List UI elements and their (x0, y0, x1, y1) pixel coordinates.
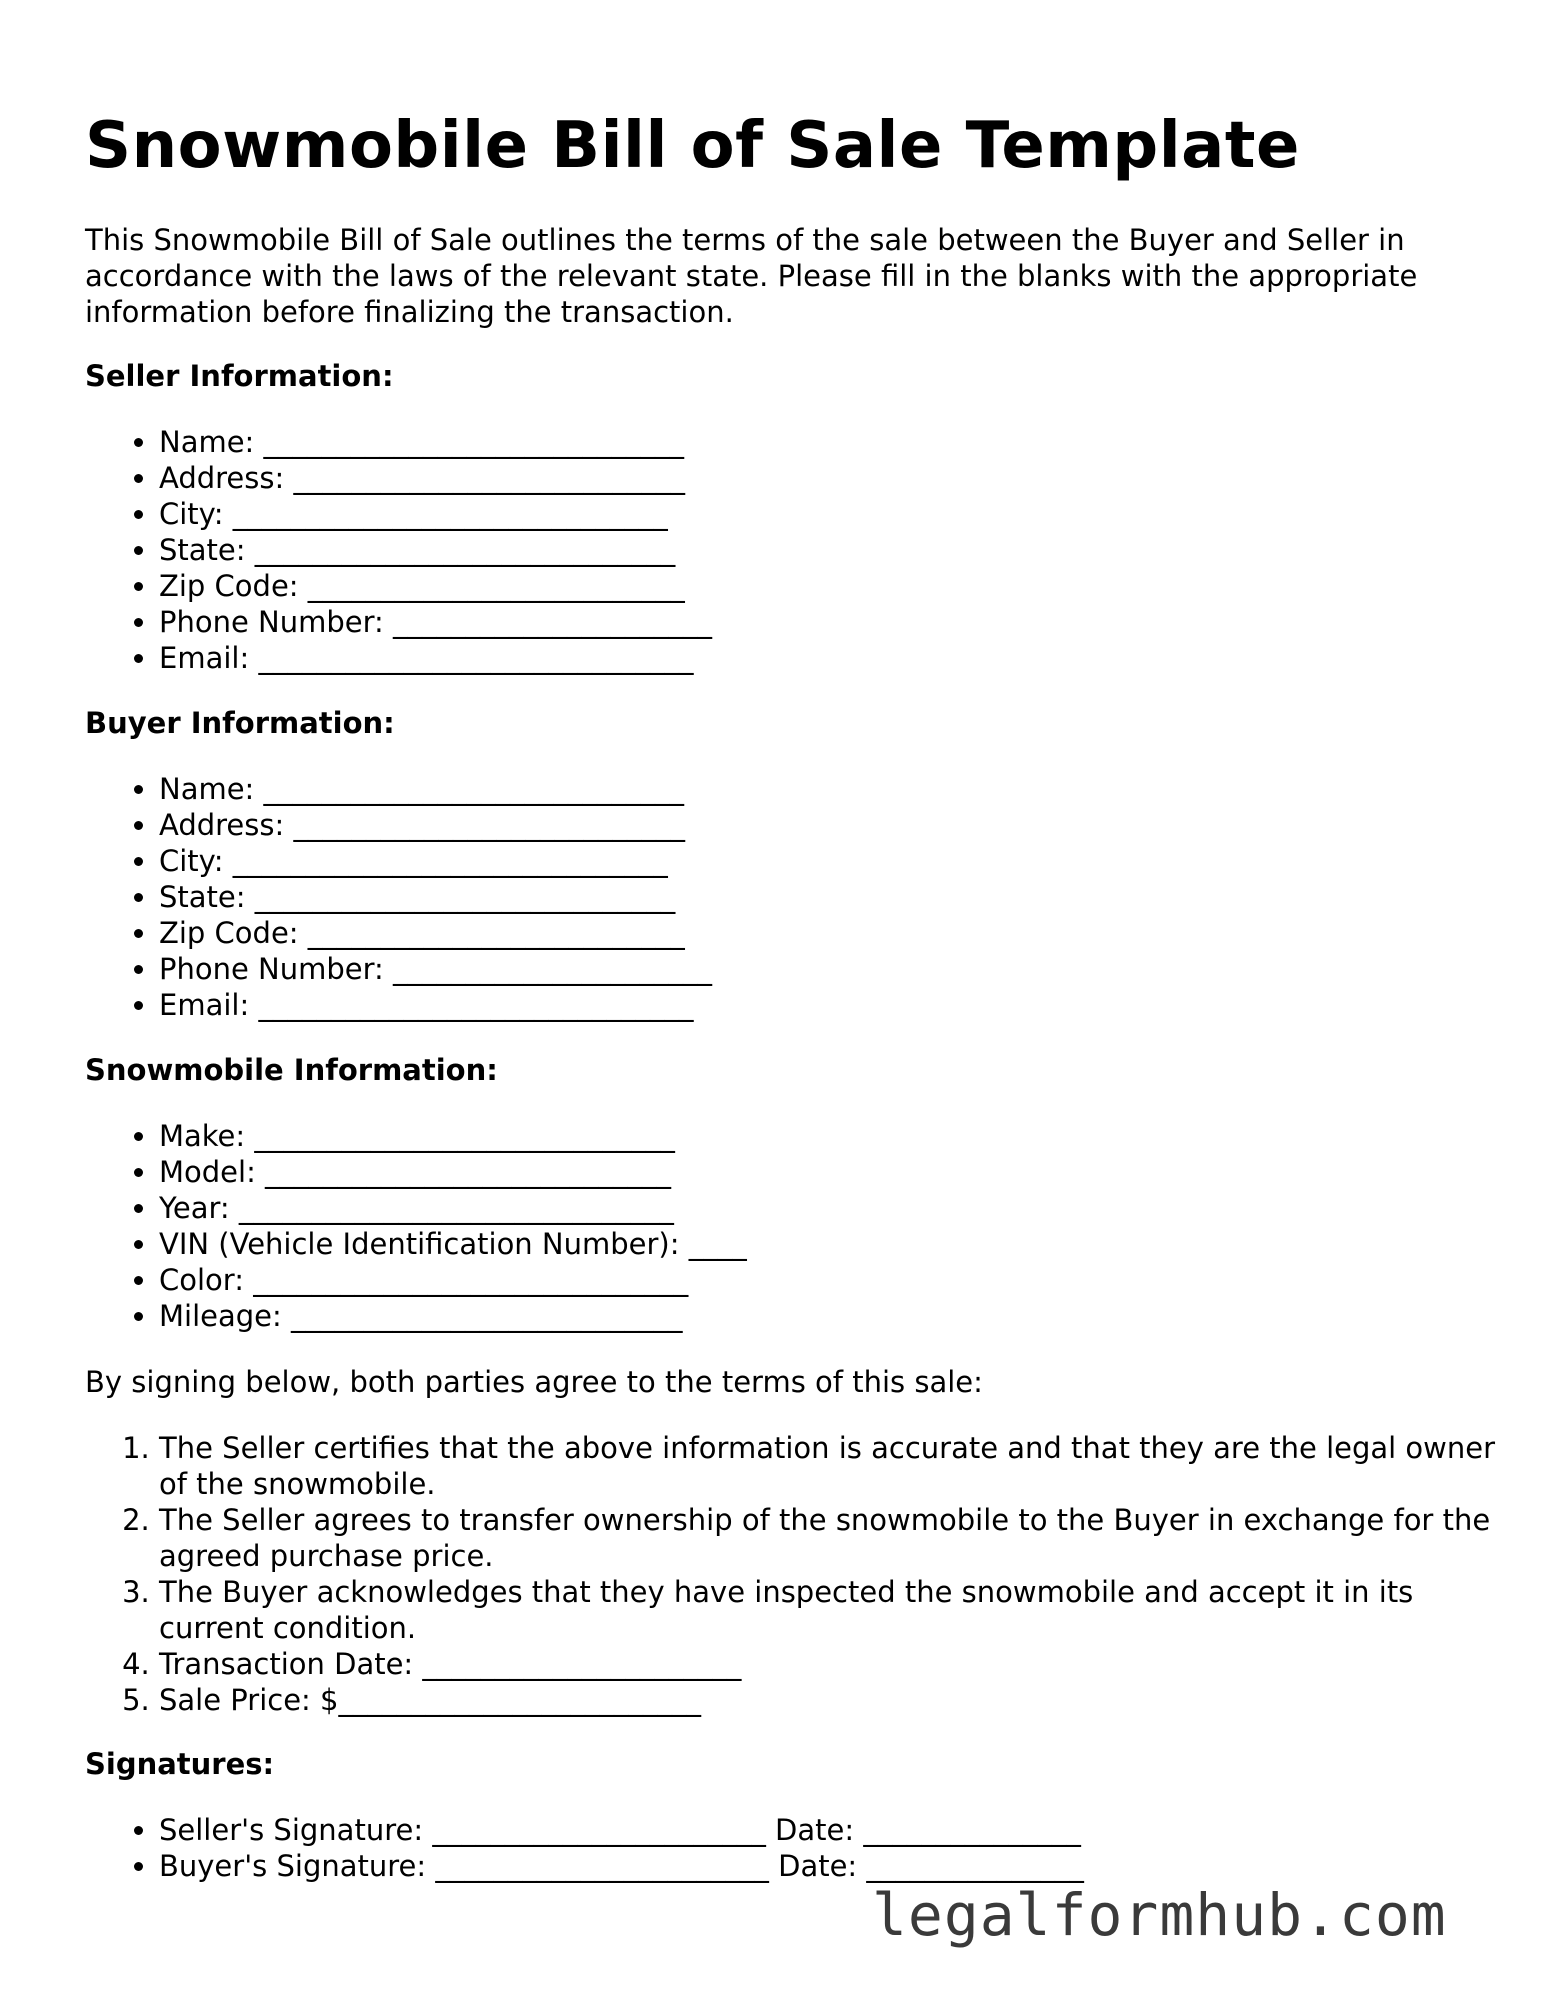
seller-fields-list (85, 424, 712, 676)
agreement-term-certify: 1. The Seller certifies that the above information is accurate and that they are the legal owner of the snowmobile. (159, 1430, 1519, 1502)
buyer-state-field: • State: _____________________________ (159, 879, 712, 915)
buyer-city-field: • City: ______________________________ (159, 843, 712, 879)
buyer-zip-field: • Zip Code: __________________________ (159, 915, 712, 951)
seller-name-field: • Name: _____________________________ (159, 424, 712, 460)
agreement-transaction-date: 4. Transaction Date: ______________________ (159, 1646, 1545, 1682)
buyer-fields-list (85, 771, 712, 1023)
signatures-list (85, 1812, 1084, 1884)
snowmobile-heading: Snowmobile Information: (85, 1053, 498, 1087)
agreement-intro: By signing below, both parties agree to the terms of this sale: (85, 1365, 983, 1399)
agreement-sale-price: 5. Sale Price: $_________________________ (159, 1682, 1545, 1718)
snowmobile-make-field: • Make: _____________________________ (159, 1118, 747, 1154)
buyer-name-field: • Name: _____________________________ (159, 771, 712, 807)
buyer-heading: Buyer Information: (85, 706, 395, 740)
agreement-term-inspection: 3. The Buyer acknowledges that they have inspected the snowmobile and accept it in its current condition. (159, 1574, 1519, 1646)
watermark-text: legalformhub.com (872, 1881, 1447, 1949)
agreement-terms-list (85, 1430, 1545, 1718)
agreement-term-transfer: 2. The Seller agrees to transfer ownership of the snowmobile to the Buyer in exchange for the agreed purchase price. (159, 1502, 1519, 1574)
snowmobile-mileage-field: • Mileage: ___________________________ (159, 1298, 747, 1334)
buyer-phone-field: • Phone Number: ______________________ (159, 951, 712, 987)
snowmobile-year-field: • Year: ______________________________ (159, 1190, 747, 1226)
seller-state-field: • State: _____________________________ (159, 532, 712, 568)
buyer-signature-line: • Buyer's Signature: _______________________ Date: _______________ (159, 1848, 1084, 1884)
intro-paragraph: This Snowmobile Bill of Sale outlines the terms of the sale between the Buyer and Seller in accordance with the laws of the relevant state. Please fill in the blanks with the appropriate information before finalizing the transaction. (85, 223, 1418, 329)
document-title: Snowmobile Bill of Sale Template (85, 109, 1300, 183)
buyer-address-field: • Address: ___________________________ (159, 807, 712, 843)
seller-city-field: • City: ______________________________ (159, 496, 712, 532)
snowmobile-model-field: • Model: ____________________________ (159, 1154, 747, 1190)
buyer-email-field: • Email: ______________________________ (159, 987, 712, 1023)
snowmobile-vin-field: • VIN (Vehicle Identification Number): ____ (159, 1226, 747, 1262)
seller-email-field: • Email: ______________________________ (159, 640, 712, 676)
seller-heading: Seller Information: (85, 359, 394, 393)
snowmobile-color-field: • Color: ______________________________ (159, 1262, 747, 1298)
seller-signature-line: • Seller's Signature: _______________________ Date: _______________ (159, 1812, 1084, 1848)
seller-zip-field: • Zip Code: __________________________ (159, 568, 712, 604)
seller-phone-field: • Phone Number: ______________________ (159, 604, 712, 640)
seller-address-field: • Address: ___________________________ (159, 460, 712, 496)
snowmobile-fields-list (85, 1118, 747, 1334)
signatures-heading: Signatures: (85, 1747, 275, 1781)
